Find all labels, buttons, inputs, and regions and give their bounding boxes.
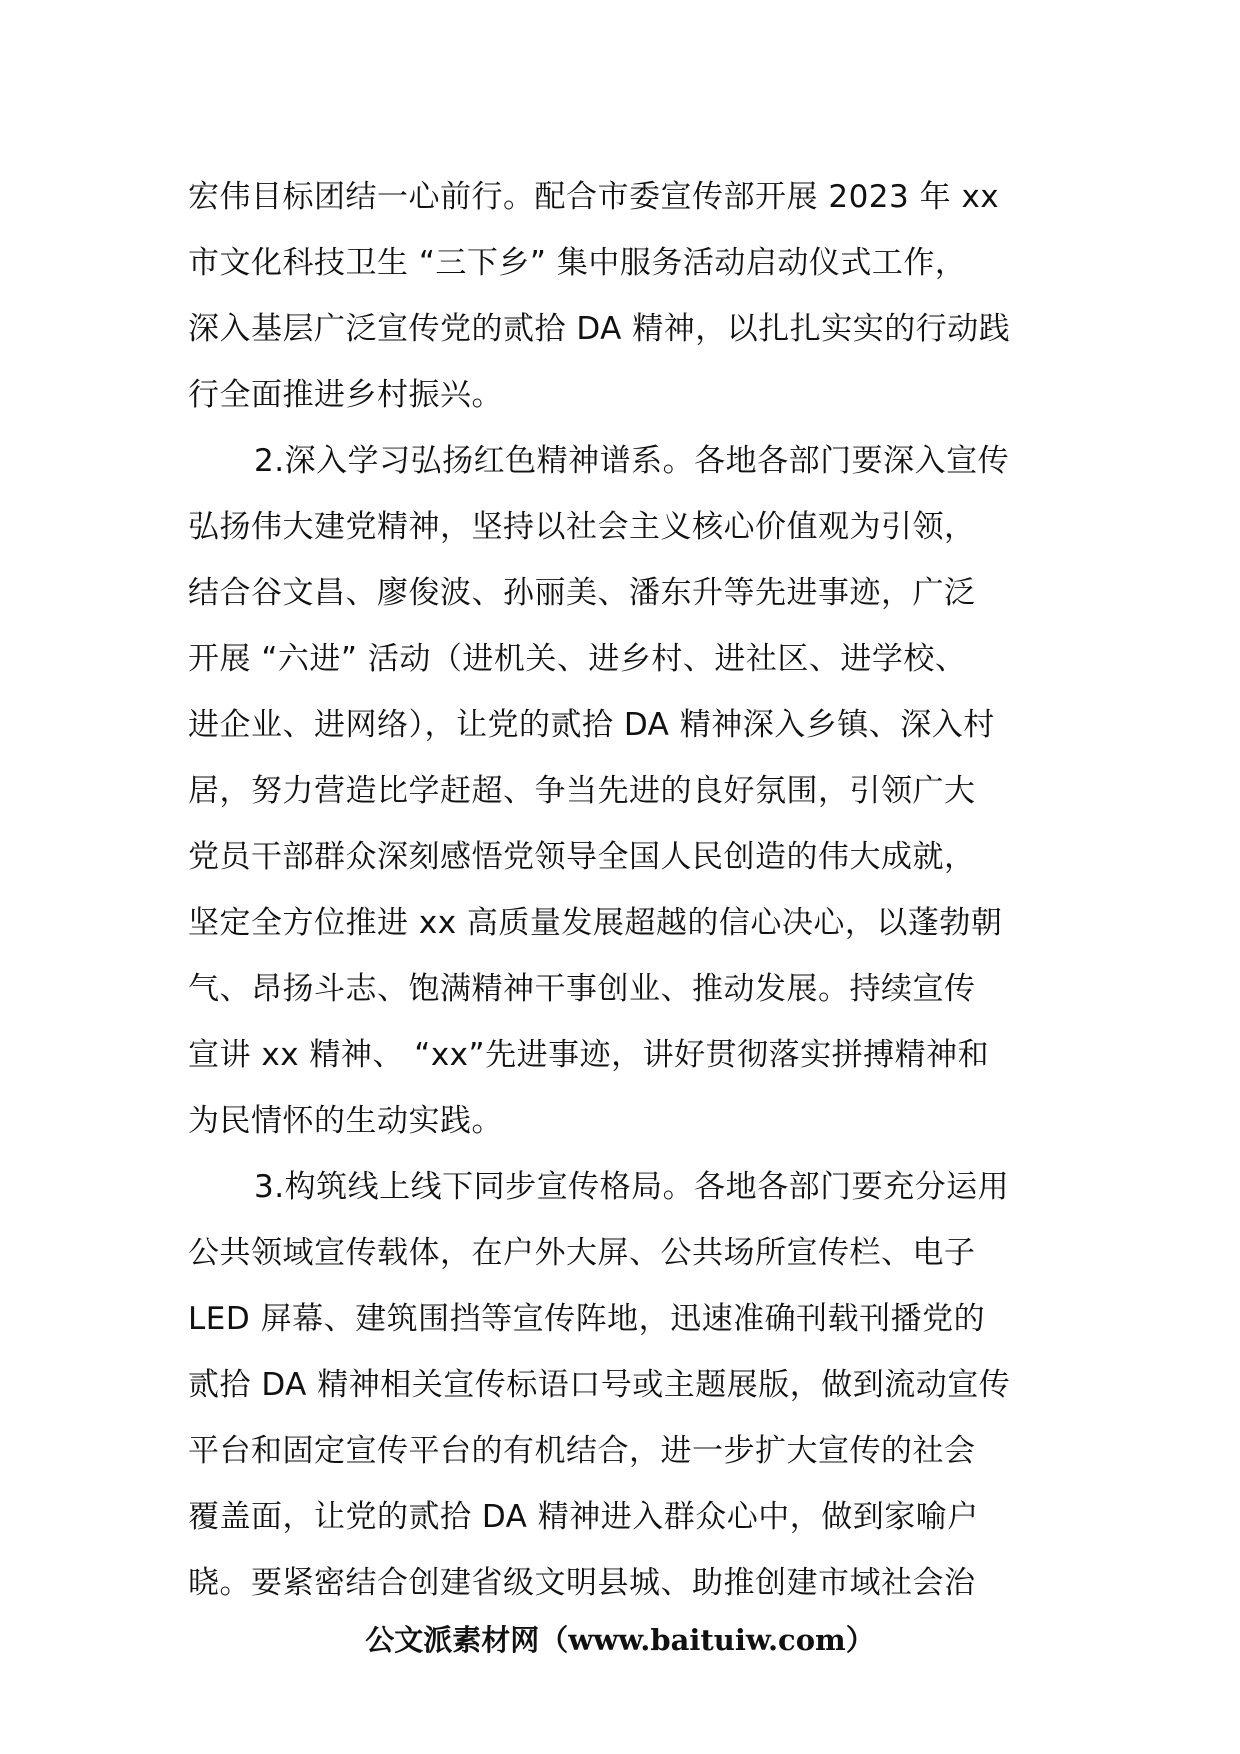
text-line: 覆盖面，让党的贰拾 DA 精神进入群众心中，做到家喻户 (188, 1499, 979, 1535)
text-line: 进企业、进网络），让党的贰拾 DA 精神深入乡镇、深入村 (188, 707, 995, 743)
text-line: 党员干部群众深刻感悟党领导全国人民创造的伟大成就， (188, 839, 976, 875)
text-line: 市文化科技卫生 “三下乡” 集中服务活动启动仪式工作， (188, 245, 967, 281)
text-line: 平台和固定宣传平台的有机结合，进一步扩大宣传的社会 (188, 1433, 976, 1469)
text-line: 宏伟目标团结一心前行。配合市委宣传部开展 2023 年 xx (188, 179, 1000, 215)
text-line: 坚定全方位推进 xx 高质量发展超越的信心决心，以蓬勃朝 (188, 905, 1003, 941)
text-line: 为民情怀的生动实践。 (188, 1103, 503, 1139)
text-line: 宣讲 xx 精神、 “xx”先进事迹，讲好贯彻落实拼搏精神和 (188, 1037, 990, 1073)
text-line: 公共领域宣传载体，在户外大屏、公共场所宣传栏、电子 (188, 1235, 976, 1271)
document-body (188, 164, 1058, 1616)
text-line: 深入基层广泛宣传党的贰拾 DA 精神，以扎扎实实的行动践 (188, 311, 1011, 347)
paragraph-first-line: 3.构筑线上线下同步宣传格局。各地各部门要充分运用 (254, 1169, 1010, 1205)
page-footer-watermark: 公文派素材网（www.baitui​w.com） (365, 1623, 875, 1657)
text-line: 贰拾 DA 精神相关宣传标语口号或主题展版，做到流动宣传 (188, 1367, 1011, 1403)
text-line: 行全面推进乡村振兴。 (188, 377, 503, 413)
text-line: 结合谷文昌、廖俊波、孙丽美、潘东升等先进事迹，广泛 (188, 575, 976, 611)
text-line: 居，努力营造比学赶超、争当先进的良好氛围，引领广大 (188, 773, 976, 809)
text-line: 气、昂扬斗志、饱满精神干事创业、推动发展。持续宣传 (188, 971, 976, 1007)
text-line: 开展 “六进” 活动（进机关、进乡村、进社区、进学校、 (188, 641, 967, 677)
text-line: 晓。要紧密结合创建省级文明县城、助推创建市域社会治 (188, 1565, 976, 1601)
text-line: 弘扬伟大建党精神，坚持以社会主义核心价值观为引领， (188, 509, 976, 545)
paragraph-first-line: 2.深入学习弘扬红色精神谱系。各地各部门要深入宣传 (254, 443, 1010, 479)
text-line: LED 屏幕、建筑围挡等宣传阵地，迅速准确刊载刊播党的 (188, 1301, 986, 1337)
